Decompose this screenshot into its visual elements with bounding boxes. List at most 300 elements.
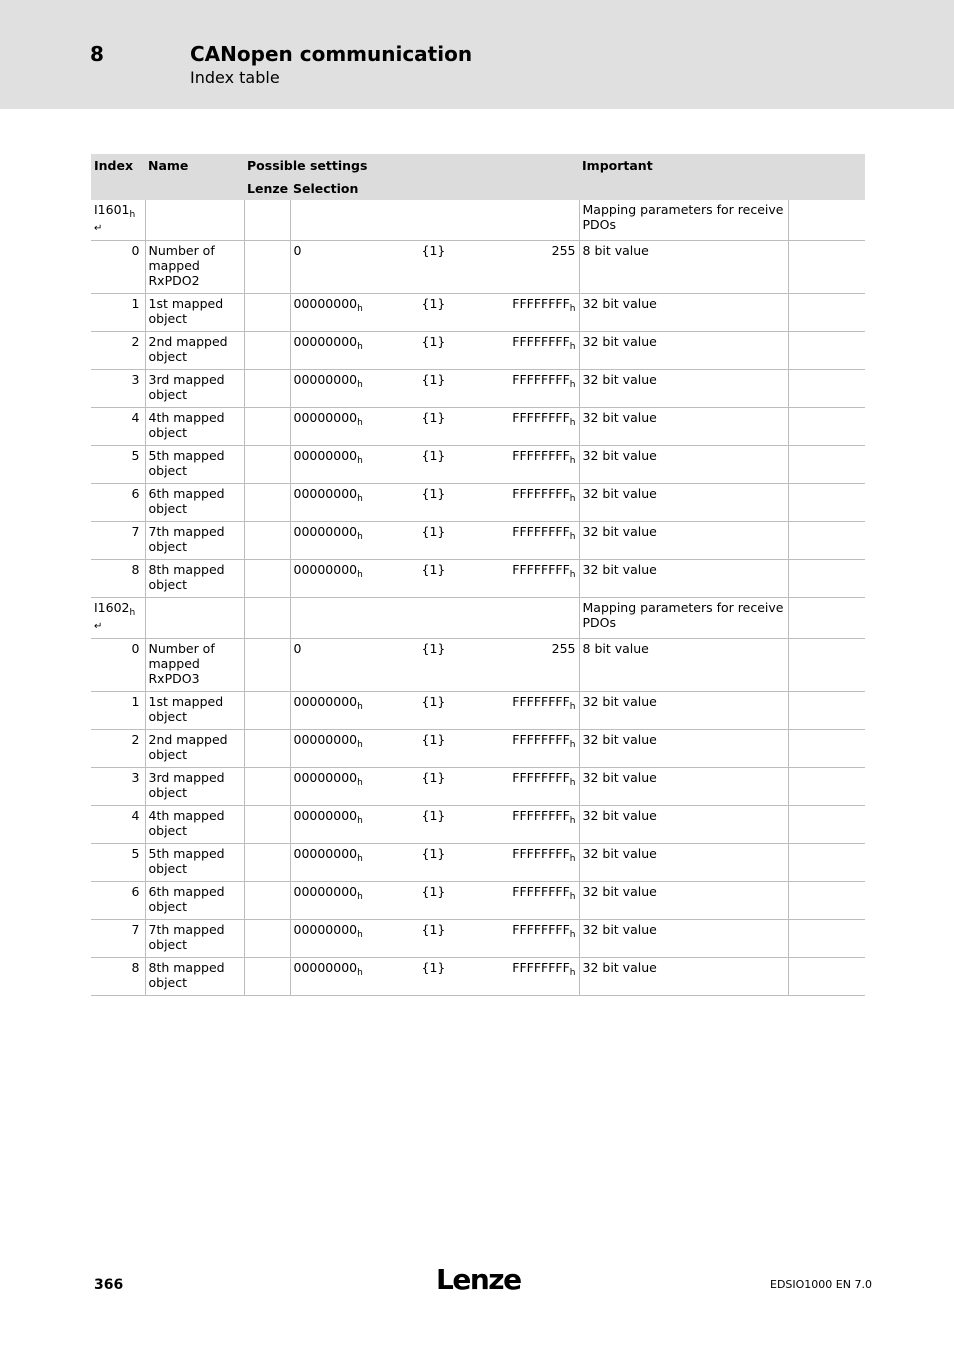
blank-cell [788, 484, 865, 522]
hex-suffix: h [569, 570, 576, 580]
selection-increment: {1} [421, 641, 446, 656]
subindex-cell: 3 [91, 370, 145, 408]
subindex-cell: 5 [91, 446, 145, 484]
selection-range [294, 243, 576, 264]
important-cell: 32 bit value [579, 692, 788, 730]
table-row [91, 958, 865, 996]
lenze-cell [244, 332, 290, 370]
header-selection: Selection [290, 177, 579, 200]
table-row [91, 560, 865, 598]
important-cell: 32 bit value [579, 920, 788, 958]
header-name-empty [145, 177, 244, 200]
max-value: FFFFFFFF [512, 808, 570, 823]
chapter-subtitle: Index table [190, 68, 280, 87]
chapter-title: CANopen communication [190, 42, 473, 66]
blank-cell [788, 920, 865, 958]
hex-suffix: h [357, 740, 363, 750]
max-value: FFFFFFFF [512, 372, 570, 387]
selection-range [294, 922, 576, 943]
important-cell: 32 bit value [579, 484, 788, 522]
name-cell: 2nd mapped object [145, 730, 244, 768]
selection-min [294, 884, 422, 905]
max-value: FFFFFFFF [512, 770, 570, 785]
subindex-cell: 0 [91, 241, 145, 294]
subindex-cell: 7 [91, 920, 145, 958]
selection-max [482, 770, 576, 791]
selection-min [294, 960, 422, 981]
hex-suffix: h [357, 380, 363, 390]
blank-cell [788, 692, 865, 730]
selection-max [482, 694, 576, 715]
important-cell: 8 bit value [579, 639, 788, 692]
index-cell [91, 598, 145, 639]
important-cell: 32 bit value [579, 408, 788, 446]
selection-max [482, 884, 576, 905]
selection-max [482, 448, 576, 469]
lenze-cell [244, 241, 290, 294]
min-value: 00000000 [293, 808, 358, 823]
min-value: 00000000 [293, 448, 358, 463]
hex-suffix: h [569, 418, 576, 428]
name-cell: 6th mapped object [145, 882, 244, 920]
selection-cell [290, 332, 579, 370]
max-value: FFFFFFFF [512, 960, 570, 975]
min-value: 00000000 [293, 846, 358, 861]
table-row [91, 882, 865, 920]
header-name: Name [145, 154, 244, 177]
index-group-row [91, 200, 865, 241]
name-cell: 4th mapped object [145, 408, 244, 446]
selection-max [482, 732, 576, 753]
min-value: 00000000 [293, 770, 358, 785]
hex-suffix: h [357, 816, 363, 826]
subindex-cell: 8 [91, 958, 145, 996]
selection-increment: {1} [421, 334, 446, 349]
important-cell: 32 bit value [579, 844, 788, 882]
name-cell: 8th mapped object [145, 958, 244, 996]
selection-min [294, 732, 422, 753]
index-value: I1601 [94, 202, 130, 217]
index-cell [91, 200, 145, 241]
selection-max [482, 960, 576, 981]
selection-min [294, 410, 422, 431]
table-row [91, 241, 865, 294]
table-row [91, 768, 865, 806]
header-index-empty [91, 177, 145, 200]
hex-suffix: h [569, 380, 576, 390]
hex-suffix: h [357, 930, 363, 940]
name-cell: 7th mapped object [145, 920, 244, 958]
name-cell: 4th mapped object [145, 806, 244, 844]
important-cell: 32 bit value [579, 370, 788, 408]
subindex-cell: 7 [91, 522, 145, 560]
max-value: FFFFFFFF [512, 562, 570, 577]
hex-suffix: h [357, 892, 363, 902]
selection-increment: {1} [421, 960, 446, 975]
lenze-cell [244, 920, 290, 958]
selection-min [294, 243, 422, 264]
selection-min [294, 562, 422, 583]
important-cell: 32 bit value [579, 560, 788, 598]
selection-increment: {1} [421, 694, 446, 709]
max-value: FFFFFFFF [512, 334, 570, 349]
selection-min [294, 334, 422, 355]
min-value: 00000000 [293, 296, 358, 311]
table-row [91, 522, 865, 560]
max-value: 255 [551, 243, 576, 258]
selection-range [294, 694, 576, 715]
max-value: 255 [551, 641, 576, 656]
selection-min [294, 372, 422, 393]
table-row [91, 332, 865, 370]
hex-suffix: h [357, 702, 363, 712]
blank-cell [788, 332, 865, 370]
index-group-row [91, 598, 865, 639]
selection-increment: {1} [421, 410, 446, 425]
page-number: 366 [94, 1277, 124, 1293]
selection-min [294, 641, 422, 662]
selection-max [482, 524, 576, 545]
selection-max [482, 922, 576, 943]
lenze-cell [244, 294, 290, 332]
table-body [91, 200, 865, 996]
table-row [91, 446, 865, 484]
subindex-cell: 5 [91, 844, 145, 882]
min-value: 00000000 [293, 922, 358, 937]
selection-increment: {1} [421, 372, 446, 387]
blank-cell [788, 408, 865, 446]
blank-cell [788, 598, 865, 639]
hex-suffix: h [357, 494, 363, 504]
selection-cell [290, 730, 579, 768]
blank-cell [788, 241, 865, 294]
hex-suffix: h [357, 570, 363, 580]
hex-suffix: h [569, 532, 576, 542]
selection-max [482, 410, 576, 431]
selection-range [294, 846, 576, 867]
selection-cell [290, 958, 579, 996]
selection-increment: {1} [421, 770, 446, 785]
selection-min [294, 694, 422, 715]
selection-increment: {1} [421, 884, 446, 899]
selection-max [482, 372, 576, 393]
min-value: 00000000 [293, 334, 358, 349]
subindex-cell: 4 [91, 408, 145, 446]
selection-min [294, 808, 422, 829]
blank-cell [788, 370, 865, 408]
lenze-cell [244, 768, 290, 806]
lenze-cell [244, 598, 290, 639]
min-value: 00000000 [293, 524, 358, 539]
selection-increment: {1} [421, 562, 446, 577]
name-cell: 1st mapped object [145, 294, 244, 332]
selection-min [294, 486, 422, 507]
selection-cell [290, 768, 579, 806]
header-possible-settings: Possible settings [244, 154, 579, 177]
min-value: 00000000 [293, 732, 358, 747]
lenze-cell [244, 522, 290, 560]
hex-suffix: h [569, 778, 576, 788]
chapter-number: 8 [90, 42, 104, 66]
name-cell [145, 598, 244, 639]
max-value: FFFFFFFF [512, 524, 570, 539]
name-cell [145, 200, 244, 241]
max-value: FFFFFFFF [512, 486, 570, 501]
important-cell: 32 bit value [579, 332, 788, 370]
hex-suffix: h [569, 930, 576, 940]
blank-cell [788, 844, 865, 882]
name-cell: 1st mapped object [145, 692, 244, 730]
hex-suffix: h [569, 304, 576, 314]
return-icon: ↵ [94, 621, 103, 632]
selection-increment: {1} [421, 808, 446, 823]
important-cell: 32 bit value [579, 730, 788, 768]
table-row [91, 408, 865, 446]
index-value: I1602 [94, 600, 130, 615]
table-row [91, 692, 865, 730]
lenze-cell [244, 446, 290, 484]
selection-increment: {1} [421, 524, 446, 539]
blank-cell [788, 522, 865, 560]
min-value: 00000000 [293, 960, 358, 975]
name-cell: 3rd mapped object [145, 768, 244, 806]
blank-cell [788, 882, 865, 920]
max-value: FFFFFFFF [512, 694, 570, 709]
subindex-cell: 1 [91, 692, 145, 730]
name-cell: 8th mapped object [145, 560, 244, 598]
subindex-cell: 2 [91, 730, 145, 768]
hex-suffix: h [569, 968, 576, 978]
lenze-cell [244, 882, 290, 920]
important-cell: 32 bit value [579, 958, 788, 996]
hex-suffix: h [357, 778, 363, 788]
subindex-cell: 3 [91, 768, 145, 806]
hex-suffix: h [357, 304, 363, 314]
selection-cell [290, 598, 579, 639]
selection-range [294, 486, 576, 507]
selection-max [482, 808, 576, 829]
selection-range [294, 448, 576, 469]
hex-suffix: h [357, 342, 363, 352]
hex-suffix: h [569, 740, 576, 750]
max-value: FFFFFFFF [512, 884, 570, 899]
lenze-cell [244, 958, 290, 996]
selection-increment: {1} [421, 243, 446, 258]
selection-cell [290, 882, 579, 920]
important-cell: Mapping parameters for receive PDOs [579, 200, 788, 241]
lenze-cell [244, 730, 290, 768]
selection-range [294, 562, 576, 583]
selection-max [482, 562, 576, 583]
table-row [91, 294, 865, 332]
selection-min [294, 296, 422, 317]
table-row [91, 844, 865, 882]
max-value: FFFFFFFF [512, 922, 570, 937]
hex-suffix: h [357, 854, 363, 864]
selection-range [294, 884, 576, 905]
blank-cell [788, 639, 865, 692]
max-value: FFFFFFFF [512, 846, 570, 861]
table-row [91, 484, 865, 522]
selection-range [294, 410, 576, 431]
lenze-cell [244, 639, 290, 692]
min-value: 0 [293, 243, 302, 258]
hex-suffix: h [129, 608, 136, 618]
lenze-cell [244, 692, 290, 730]
selection-cell [290, 522, 579, 560]
table-row [91, 370, 865, 408]
lenze-cell [244, 844, 290, 882]
index-table [91, 154, 865, 996]
min-value: 00000000 [293, 884, 358, 899]
table-row [91, 806, 865, 844]
selection-range [294, 960, 576, 981]
lenze-cell [244, 484, 290, 522]
hex-suffix: h [569, 494, 576, 504]
selection-min [294, 448, 422, 469]
table-row [91, 920, 865, 958]
header-important: Important [579, 154, 865, 177]
selection-range [294, 770, 576, 791]
blank-cell [788, 560, 865, 598]
name-cell: 5th mapped object [145, 844, 244, 882]
blank-cell [788, 446, 865, 484]
important-cell: 32 bit value [579, 806, 788, 844]
selection-cell [290, 844, 579, 882]
selection-cell [290, 370, 579, 408]
max-value: FFFFFFFF [512, 410, 570, 425]
lenze-cell [244, 408, 290, 446]
name-cell: 2nd mapped object [145, 332, 244, 370]
lenze-cell [244, 806, 290, 844]
header-important-empty [579, 177, 865, 200]
name-cell: 3rd mapped object [145, 370, 244, 408]
subindex-cell: 8 [91, 560, 145, 598]
selection-range [294, 334, 576, 355]
hex-suffix: h [357, 418, 363, 428]
lenze-cell [244, 560, 290, 598]
min-value: 00000000 [293, 694, 358, 709]
hex-suffix: h [129, 210, 136, 220]
name-cell: 5th mapped object [145, 446, 244, 484]
selection-range [294, 808, 576, 829]
selection-increment: {1} [421, 846, 446, 861]
selection-increment: {1} [421, 486, 446, 501]
subindex-cell: 1 [91, 294, 145, 332]
selection-cell [290, 806, 579, 844]
selection-increment: {1} [421, 922, 446, 937]
lenze-logo: Lenze [436, 1263, 521, 1296]
max-value: FFFFFFFF [512, 448, 570, 463]
selection-cell [290, 200, 579, 241]
important-cell: Mapping parameters for receive PDOs [579, 598, 788, 639]
important-cell: 32 bit value [579, 522, 788, 560]
subindex-cell: 4 [91, 806, 145, 844]
hex-suffix: h [357, 968, 363, 978]
selection-range [294, 372, 576, 393]
important-cell: 32 bit value [579, 446, 788, 484]
blank-cell [788, 294, 865, 332]
min-value: 00000000 [293, 562, 358, 577]
hex-suffix: h [569, 702, 576, 712]
name-cell: Number of mapped RxPDO3 [145, 639, 244, 692]
max-value: FFFFFFFF [512, 296, 570, 311]
max-value: FFFFFFFF [512, 732, 570, 747]
hex-suffix: h [569, 816, 576, 826]
min-value: 0 [293, 641, 302, 656]
important-cell: 8 bit value [579, 241, 788, 294]
blank-cell [788, 806, 865, 844]
hex-suffix: h [569, 342, 576, 352]
header-lenze: Lenze [244, 177, 290, 200]
hex-suffix: h [569, 854, 576, 864]
table-row [91, 639, 865, 692]
important-cell: 32 bit value [579, 768, 788, 806]
table-header [91, 154, 865, 200]
return-icon: ↵ [94, 223, 103, 234]
table-row [91, 730, 865, 768]
selection-range [294, 641, 576, 662]
blank-cell [788, 200, 865, 241]
subindex-cell: 6 [91, 882, 145, 920]
selection-cell [290, 560, 579, 598]
header-index: Index [91, 154, 145, 177]
hex-suffix: h [569, 892, 576, 902]
selection-max [482, 641, 576, 662]
selection-range [294, 524, 576, 545]
name-cell: Number of mapped RxPDO2 [145, 241, 244, 294]
selection-max [482, 296, 576, 317]
selection-cell [290, 692, 579, 730]
hex-suffix: h [357, 532, 363, 542]
selection-cell [290, 446, 579, 484]
selection-range [294, 296, 576, 317]
selection-min [294, 770, 422, 791]
selection-cell [290, 484, 579, 522]
chapter-header-band [0, 0, 954, 109]
lenze-cell [244, 200, 290, 241]
subindex-cell: 6 [91, 484, 145, 522]
selection-increment: {1} [421, 296, 446, 311]
hex-suffix: h [357, 456, 363, 466]
lenze-cell [244, 370, 290, 408]
min-value: 00000000 [293, 372, 358, 387]
subindex-cell: 2 [91, 332, 145, 370]
min-value: 00000000 [293, 486, 358, 501]
document-id: EDSIO1000 EN 7.0 [770, 1278, 872, 1291]
selection-cell [290, 241, 579, 294]
blank-cell [788, 958, 865, 996]
selection-increment: {1} [421, 732, 446, 747]
blank-cell [788, 730, 865, 768]
name-cell: 7th mapped object [145, 522, 244, 560]
selection-min [294, 846, 422, 867]
subindex-cell: 0 [91, 639, 145, 692]
selection-cell [290, 294, 579, 332]
selection-max [482, 334, 576, 355]
selection-max [482, 243, 576, 264]
selection-range [294, 732, 576, 753]
min-value: 00000000 [293, 410, 358, 425]
selection-increment: {1} [421, 448, 446, 463]
important-cell: 32 bit value [579, 294, 788, 332]
hex-suffix: h [569, 456, 576, 466]
selection-cell [290, 408, 579, 446]
selection-min [294, 524, 422, 545]
selection-min [294, 922, 422, 943]
selection-cell [290, 920, 579, 958]
name-cell: 6th mapped object [145, 484, 244, 522]
